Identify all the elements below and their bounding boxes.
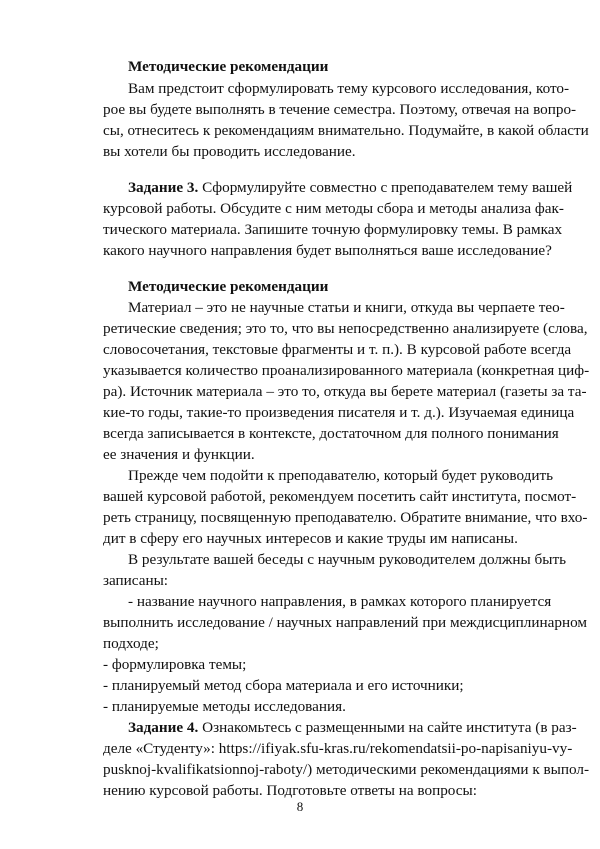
paragraph-line: тического материала. Запишите точную формулировку темы. В рамках xyxy=(103,221,563,238)
task-4-text: Ознакомьтесь с размещенными на сайте института (в раз- xyxy=(198,719,577,736)
paragraph-line: ра). Источник материала – это то, откуда вы берете материал (газеты за та- xyxy=(103,383,587,400)
paragraph-line: pusknoj-kvalifikatsionnoj-raboty/) методическими рекомендациями к выпол- xyxy=(103,761,590,778)
paragraph-line: вы хотели бы проводить исследование. xyxy=(103,143,356,160)
paragraph-line: рое вы будете выполнять в течение семестра. Поэтому, отвечая на вопро- xyxy=(103,101,577,118)
paragraph-line: кие-то годы, такие-то произведения писателя и т. д.). Изучаемая единица xyxy=(103,404,575,421)
paragraph-line: записаны: xyxy=(103,572,169,589)
page-number: 8 xyxy=(296,799,304,814)
task-4-line xyxy=(128,718,577,738)
section-heading: Методические рекомендации xyxy=(128,278,329,295)
paragraph-line: реть страницу, посвященную преподавателю. Обратите внимание, что вхо- xyxy=(103,509,588,526)
task-3-line xyxy=(128,178,573,198)
paragraph-line: сы, отнеситесь к рекомендациям внимательно. Подумайте, в какой области xyxy=(103,122,589,139)
list-item: - планируемый метод сбора материала и его источники; xyxy=(103,677,464,694)
paragraph-line: вашей курсовой работой, рекомендуем посетить сайт института, посмот- xyxy=(103,488,577,505)
paragraph-line: Материал – это не научные статьи и книги, откуда вы черпаете тео- xyxy=(128,299,565,316)
list-item-cont: выполнить исследование / научных направлений при междисциплинарном xyxy=(103,614,587,631)
paragraph-line: какого научного направления будет выполняться ваше исследование? xyxy=(103,242,552,259)
paragraph-line: словосочетания, текстовые фрагменты и т. п.). В курсовой работе всегда xyxy=(103,341,572,358)
paragraph-line: всегда записывается в контексте, достаточном для полного понимания xyxy=(103,425,559,442)
list-item: - планируемые методы исследования. xyxy=(103,698,346,715)
list-item: - название научного направления, в рамках которого планируется xyxy=(128,593,552,610)
paragraph-line: указывается количество проанализированного материала (конкретная циф- xyxy=(103,362,590,379)
paragraph-line: ретические сведения; это то, что вы непосредственно анализируете (слова, xyxy=(103,320,588,337)
list-item-cont: подходе; xyxy=(103,635,159,652)
paragraph-line: В результате вашей беседы с научным руководителем должны быть xyxy=(128,551,567,568)
paragraph-line: нению курсовой работы. Подготовьте ответы на вопросы: xyxy=(103,782,477,799)
list-item: - формулировка темы; xyxy=(103,656,247,673)
paragraph-line: курсовой работы. Обсудите с ним методы сбора и методы анализа фак- xyxy=(103,200,564,217)
task-3-text: Сформулируйте совместно с преподавателем тему вашей xyxy=(198,179,573,196)
paragraph-line: дит в сферу его научных интересов и какие труды им написаны. xyxy=(103,530,518,547)
paragraph-line: Прежде чем подойти к преподавателю, который будет руководить xyxy=(128,467,554,484)
paragraph-line: деле «Студенту»: https://ifiyak.sfu-kras.ru/rekomendatsii-po-napisaniyu-vy- xyxy=(103,740,573,757)
section-heading: Методические рекомендации xyxy=(128,58,329,75)
task-3-label: Задание 3. xyxy=(128,179,199,196)
paragraph-line: Вам предстоит сформулировать тему курсового исследования, кото- xyxy=(128,80,570,97)
paragraph-line: ее значения и функции. xyxy=(103,446,255,463)
task-4-label: Задание 4. xyxy=(128,719,199,736)
